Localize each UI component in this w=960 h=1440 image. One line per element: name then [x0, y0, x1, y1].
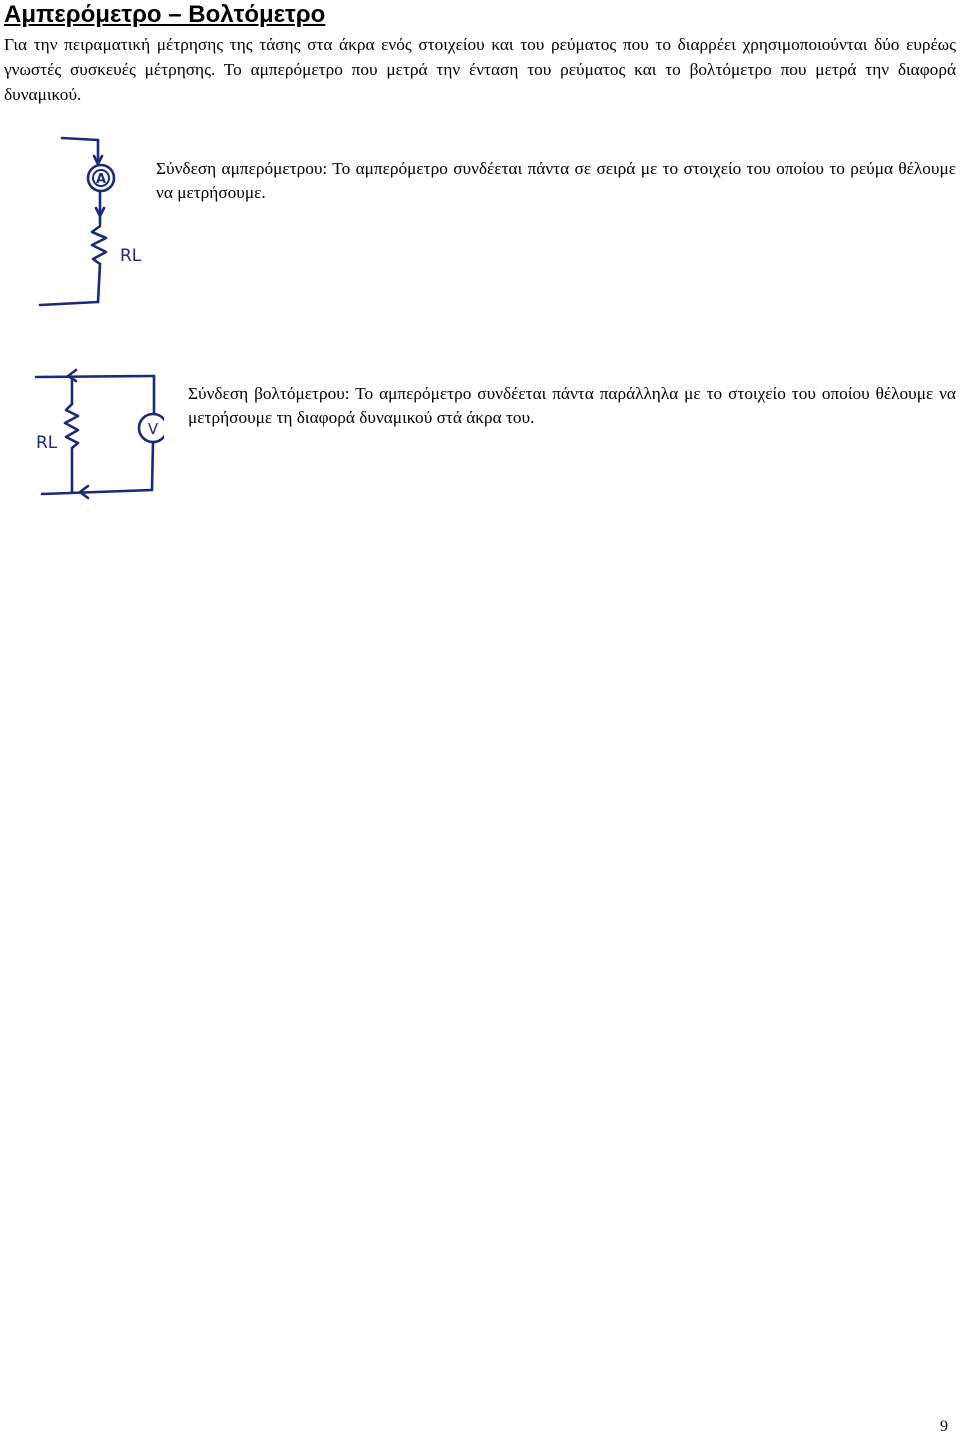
circuit-wire — [36, 376, 154, 377]
resistor-icon — [92, 226, 106, 264]
resistor-label: RL — [36, 433, 58, 453]
voltmeter-connection-paragraph: Σύνδεση βολτόμετρου: Το αμπερόμετρο συνδέεται πάντα παράλληλα με το στοιχείο του οποίου θέλουμε να μετρήσουμε τη διαφορά δυναμικού στά άκρα του. — [188, 384, 956, 427]
circuit-wire — [152, 442, 153, 490]
page-title: Αμπερόμετρο – Βολτόμετρο — [4, 1, 326, 28]
circuit-wire — [62, 138, 98, 140]
circuit-wire — [42, 490, 152, 494]
page-number: 9 — [940, 1418, 948, 1435]
circuit-wire — [40, 302, 98, 305]
voltmeter-symbol: V — [147, 420, 159, 438]
ammeter-circuit-diagram — [30, 128, 154, 312]
ammeter-connection-paragraph: Σύνδεση αμπερόμετρου: Το αμπερόμετρο συνδέεται πάντα σε σειρά με το στοιχείο του οποίου το ρεύμα θέλουμε να μετρήσουμε. — [156, 159, 956, 202]
intro-paragraph: Για την πειραματική μέτρησης της τάσης στα άκρα ενός στοιχείου και του ρεύματος που το διαρρέει χρησιμοποιούνται δύο ευρέως γνωστές συσκευές μέτρησης. Το αμπερόμετρο που μετρά την ένταση του ρεύματος και το βολτόμετρο που μετρά την διαφορά δυναμικού. — [4, 35, 956, 104]
circuit-wire — [98, 264, 100, 302]
ammeter-symbol: A — [95, 172, 107, 187]
voltmeter-circuit-diagram — [30, 366, 164, 506]
resistor-icon — [65, 404, 78, 448]
resistor-label: RL — [120, 246, 142, 266]
